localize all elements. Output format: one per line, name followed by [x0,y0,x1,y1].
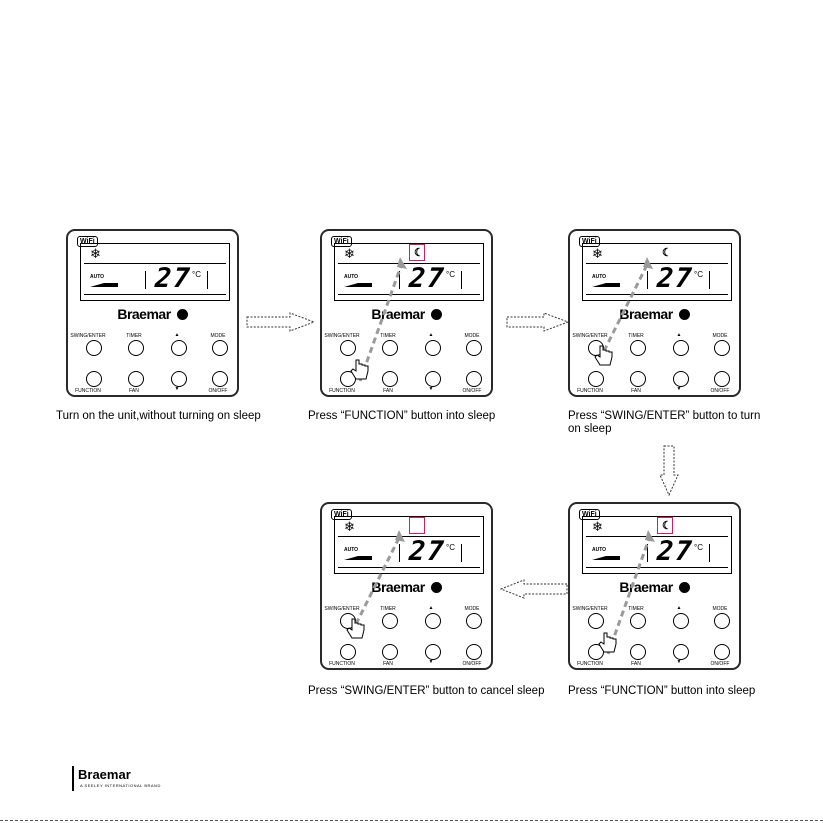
timer-label: TIMER [628,606,644,612]
page-bottom-rule [0,820,823,821]
down-label: ▼ [428,659,434,665]
sleep-icon: ☾ [662,520,672,532]
snowflake-icon: ❄ [344,246,355,261]
temperature-unit: °C [694,270,703,279]
footer-tagline: A SEELEY INTERNATIONAL BRAND [80,783,161,788]
fan-label: FAN [631,661,641,667]
flow-arrow-down [659,445,679,497]
swing-enter-button[interactable] [86,340,102,356]
temperature-readout: 27 [407,536,447,567]
sleep-icon: ☾ [662,247,672,259]
temperature-unit: °C [694,543,703,552]
fan-mode-label: AUTO [344,547,359,553]
function-label: FUNCTION [577,388,603,394]
brand-logo: Braemar [570,306,739,322]
mode-label: MODE [712,606,728,612]
up-label: ▲ [174,332,180,338]
wifi-indicator: WiFi [331,236,352,247]
temperature-unit: °C [192,270,201,279]
up-label: ▲ [428,332,434,338]
wifi-indicator: WiFi [331,509,352,520]
down-label: ▼ [676,659,682,665]
mode-label: MODE [210,333,226,339]
step-4-caption: Press “FUNCTION” button into sleep [568,685,756,697]
swing-enter-label: SWING/ENTER [70,333,106,339]
hand-pointer-icon [346,618,366,640]
timer-label: TIMER [628,333,644,339]
brand-logo: Braemar [570,579,739,595]
fan-mode-label: AUTO [344,274,359,280]
hand-pointer-icon [598,632,618,654]
wifi-indicator: WiFi [77,236,98,247]
mode-label: MODE [712,333,728,339]
timer-label: TIMER [126,333,142,339]
step-3-caption: Press “SWING/ENTER” button to turn on sleep [568,410,761,435]
on-off-label: ON/OFF [462,388,482,394]
on-off-label: ON/OFF [710,388,730,394]
up-label: ▲ [676,605,682,611]
fan-label: FAN [383,388,393,394]
mode-button[interactable] [212,340,228,356]
mode-label: MODE [464,333,480,339]
on-off-label: ON/OFF [462,661,482,667]
brand-logo: Braemar [322,306,491,322]
step-2-caption: Press “FUNCTION” button into sleep [308,410,496,422]
down-label: ▼ [676,386,682,392]
remote-panel-step-4 [568,502,741,670]
up-label: ▲ [676,332,682,338]
hand-pointer-icon [350,359,370,381]
press-arrow-step-2 [322,231,495,399]
flow-arrow-right-2 [506,312,570,332]
brand-logo: Braemar [68,306,237,322]
snowflake-icon: ❄ [592,246,603,261]
timer-label: TIMER [380,606,396,612]
fan-mode-label: AUTO [592,547,607,553]
fan-mode-label: AUTO [592,274,607,280]
sleep-icon: ☾ [414,247,424,259]
temperature-readout: 27 [407,263,447,294]
fan-label: FAN [631,388,641,394]
timer-button[interactable] [128,340,144,356]
function-label: FUNCTION [577,661,603,667]
swing-enter-label: SWING/ENTER [572,606,608,612]
fan-label: FAN [129,388,139,394]
press-arrow-step-4 [570,504,743,672]
fan-mode-label: AUTO [90,274,105,280]
temperature-readout: 27 [655,536,695,567]
snowflake-icon: ❄ [344,519,355,534]
up-label: ▲ [428,605,434,611]
flow-arrow-right-1 [246,312,316,332]
fan-speed-icon [90,283,118,287]
temperature-readout: 27 [655,263,695,294]
swing-enter-label: SWING/ENTER [324,333,360,339]
down-button[interactable] [171,371,187,387]
hand-pointer-icon [594,345,614,367]
wifi-indicator: WiFi [579,236,600,247]
step-1-caption: Turn on the unit,without turning on sleep [56,410,261,422]
remote-panel-step-1 [66,229,239,397]
fan-label: FAN [383,661,393,667]
wifi-indicator: WiFi [579,509,600,520]
temperature-unit: °C [446,543,455,552]
on-off-button[interactable] [212,371,228,387]
function-label: FUNCTION [329,388,355,394]
mode-label: MODE [464,606,480,612]
footer-divider [72,766,74,791]
step-5-caption: Press “SWING/ENTER” button to cancel sleep [308,685,545,697]
press-arrow-step-5 [322,504,495,672]
swing-enter-label: SWING/ENTER [572,333,608,339]
up-button[interactable] [171,340,187,356]
snowflake-icon: ❄ [592,519,603,534]
down-label: ▼ [174,386,180,392]
swing-enter-label: SWING/ENTER [324,606,360,612]
lcd-display [80,243,230,301]
temperature-readout: 27 [153,263,193,294]
remote-panel-step-5 [320,502,493,670]
function-label: FUNCTION [75,388,101,394]
fan-button[interactable] [128,371,144,387]
temperature-unit: °C [446,270,455,279]
remote-panel-step-3 [568,229,741,397]
flow-arrow-left [500,579,568,599]
function-button[interactable] [86,371,102,387]
on-off-label: ON/OFF [710,661,730,667]
function-label: FUNCTION [329,661,355,667]
on-off-label: ON/OFF [208,388,228,394]
press-arrow-step-3 [570,231,743,399]
snowflake-icon: ❄ [90,246,101,261]
down-label: ▼ [428,386,434,392]
brand-logo: Braemar [322,579,491,595]
remote-panel-step-2 [320,229,493,397]
footer-logo: Braemar [78,767,131,782]
timer-label: TIMER [380,333,396,339]
